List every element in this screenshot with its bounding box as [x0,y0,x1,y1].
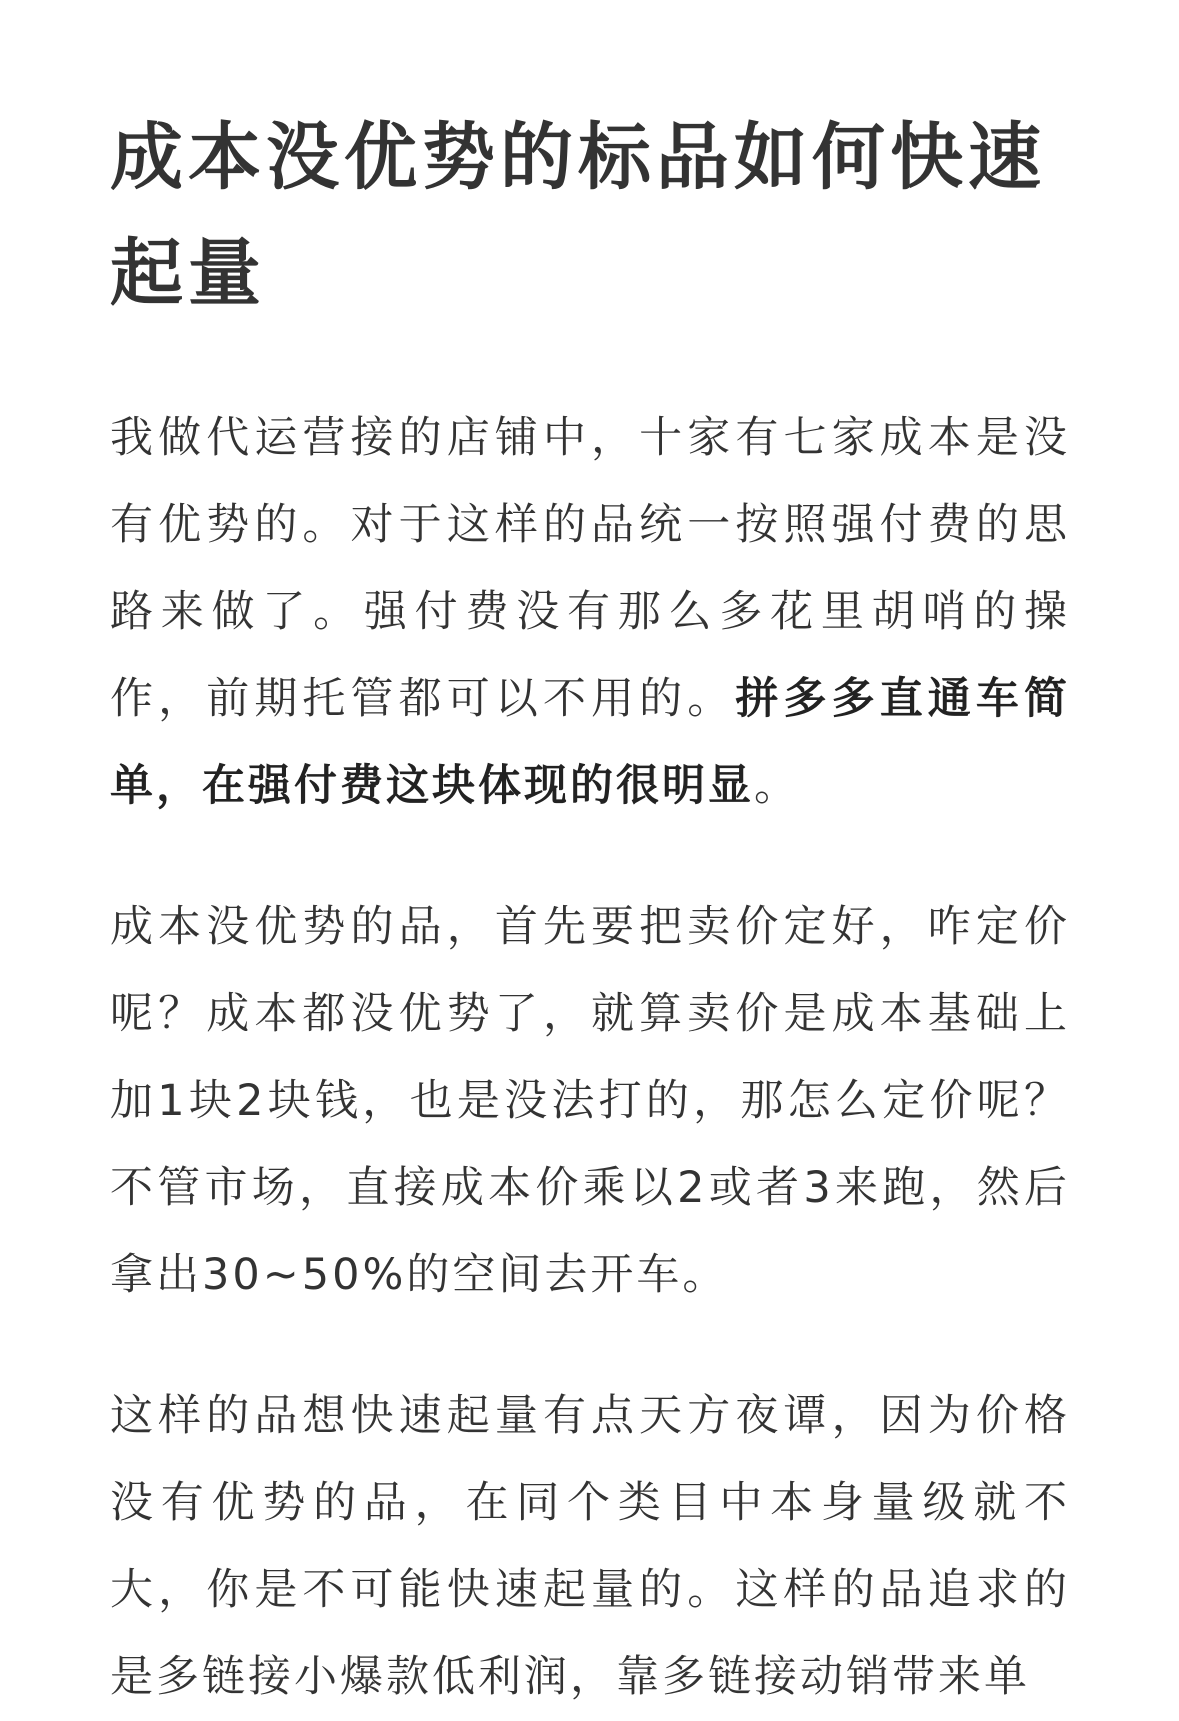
paragraph-3: 这样的品想快速起量有点天方夜谭，因为价格没有优势的品，在同个类目中本身量级就不大，你是不可能快速起量的。这样的品追求的是多链接小爆款低利润，靠多链接动销带来单 [110,1391,1070,1702]
paragraph-1-bold-text: 拼多多直通车简单，在强付费这块体现的很明显 [110,674,1071,811]
paragraph-1-text: 我做代运营接的店铺中，十家有七家成本是没有优势的。对于这样的品统一按照强付费的思路来做了。强付费没有那么多花里胡哨的操作，前期托管都可以不用的。 [110,413,1070,724]
article-title: 成本没优势的标品如何快速起量 [110,115,1046,316]
article [110,100,1070,1721]
paragraph-1 [110,395,1070,830]
paragraph-1-tail: 。 [754,761,800,811]
paragraph-2: 成本没优势的品，首先要把卖价定好，咋定价呢？成本都没优势了，就算卖价是成本基础上加1块2块钱，也是没法打的，那怎么定价呢？不管市场，直接成本价乘以2或者3来跑，然后拿出30~50%的空间去开车。 [110,902,1070,1300]
